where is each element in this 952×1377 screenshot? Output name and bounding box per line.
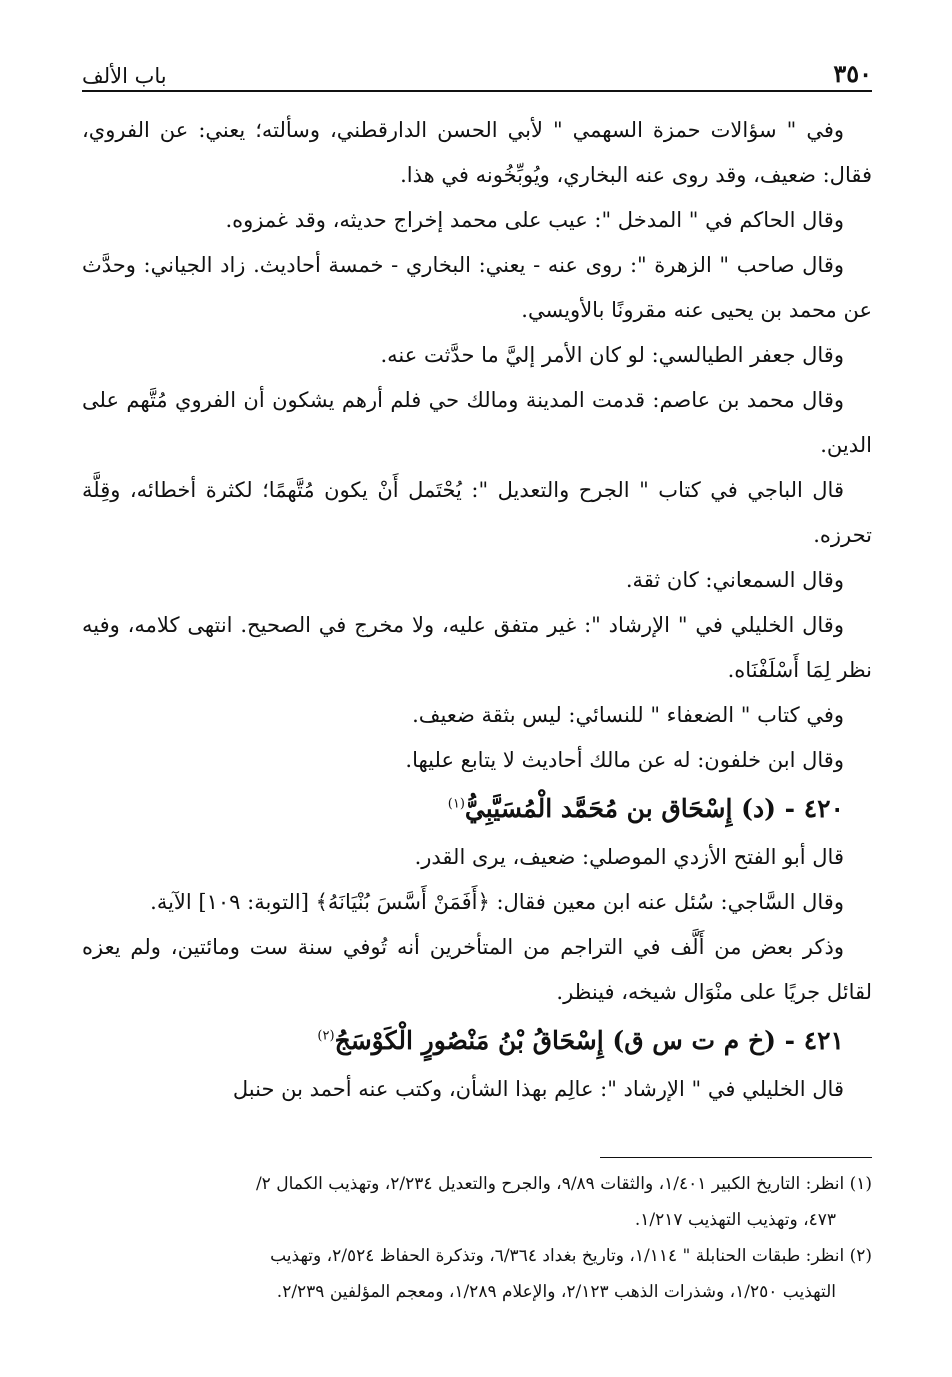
paragraph: قال الخليلي في " الإرشاد ": عالِم بهذا الشأن، وكتب عنه أحمد بن حنبل: [232, 1077, 844, 1101]
paragraph: وقال ابن خلفون: له عن مالك أحاديث لا يتابع عليها.: [405, 748, 844, 772]
footnote-1: (١) انظر: التاريخ الكبير ١/٤٠١، والثقات ٩/٨٩، والجرح والتعديل ٢/٢٣٤، وتهذيب الكمال ٢/: [255, 1174, 872, 1194]
footnote-divider: [600, 1157, 872, 1158]
paragraph: وقال الخليلي في " الإرشاد ": غير متفق عليه، ولا مخرج في الصحيح. انتهى كلامه، وفيه نظر لِمَا أَسْلَفْنَاه.: [82, 613, 872, 682]
paragraph: قال أبو الفتح الأزدي الموصلي: ضعيف، يرى القدر.: [414, 845, 844, 869]
footnotes: [82, 1166, 872, 1310]
paragraph: وقال السمعاني: كان ثقة.: [625, 568, 844, 592]
footnote-2: (٢) انظر: طبقات الحنابلة " ١/١١٤، وتاريخ بغداد ٦/٣٦٤، وتذكرة الحفاظ ٢/٥٢٤، وتهذيب: [270, 1246, 872, 1266]
paragraph: قال الباجي في كتاب " الجرح والتعديل ": يُحْتَمل أَنْ يكون مُتَّهمًا؛ لكثرة أخطائه، وقِلَّة تحرزه.: [82, 478, 872, 547]
paragraph: وقال جعفر الطيالسي: لو كان الأمر إليَّ ما حدَّثت عنه.: [380, 343, 844, 367]
footnote-2-continued: التهذيب ١/٢٥٠، وشذرات الذهب ٢/١٢٣، والإعلام ١/٢٨٩، ومعجم المؤلفين ٢/٢٣٩.: [276, 1282, 836, 1302]
main-text: [82, 108, 872, 1112]
entry-title: ٤٢٠ - (د) إِسْحَاق بن مُحَمَّد الْمُسَيَّبِيُّ: [464, 794, 844, 823]
paragraph: وذكر بعض من أَلَّف في التراجم من المتأخرين أنه تُوفي سنة ست ومائتين، ولم يعزه لقائل جريًا على منْوَال شيخه، فينظر.: [82, 935, 872, 1004]
paragraph: وقال محمد بن عاصم: قدمت المدينة ومالك حي فلم أرهم يشكون أن الفروي مُتَّهم على الدين.: [82, 388, 872, 457]
footnote-1-continued: ٤٧٣، وتهذيب التهذيب ١/٢١٧.: [634, 1210, 836, 1230]
entry-heading-421: [82, 1015, 872, 1067]
paragraph: وفي " سؤالات حمزة السهمي " لأبي الحسن الدارقطني، وسألته؛ يعني: عن الفروي، فقال: ضعيف، وقد روى عنه البخاري، ويُوبِّخُونه في هذا.: [82, 118, 872, 187]
entry-heading-420: [82, 783, 872, 835]
footnote-ref[interactable]: (١): [447, 796, 465, 812]
entry-title: ٤٢١ - (خ م ت س ق) إِسْحَاقُ بْنُ مَنْصُورٍ الْكَوْسَجُ: [334, 1026, 844, 1055]
running-header: [82, 58, 872, 92]
paragraph: وقال صاحب " الزهرة ": روى عنه - يعني: البخاري - خمسة أحاديث. زاد الجياني: وحدَّث عن محمد بن يحيى عنه مقرونًا بالأويسي.: [82, 253, 872, 322]
footnote-ref[interactable]: (٢): [317, 1028, 335, 1044]
paragraph: وقال السَّاجي: سُئل عنه ابن معين فقال: ﴿أَفَمَنْ أَسَّسَ بُنْيَانَهُ﴾ [التوبة: ١٠٩] الآية.: [150, 890, 844, 914]
paragraph: وفي كتاب " الضعفاء " للنسائي: ليس بثقة ضعيف.: [412, 703, 844, 727]
page-number: ٣٥٠: [833, 59, 872, 88]
section-title: باب الألف: [82, 64, 167, 88]
paragraph: وقال الحاكم في " المدخل ": عيب على محمد إخراج حديثه، وقد غمزوه.: [225, 208, 844, 232]
